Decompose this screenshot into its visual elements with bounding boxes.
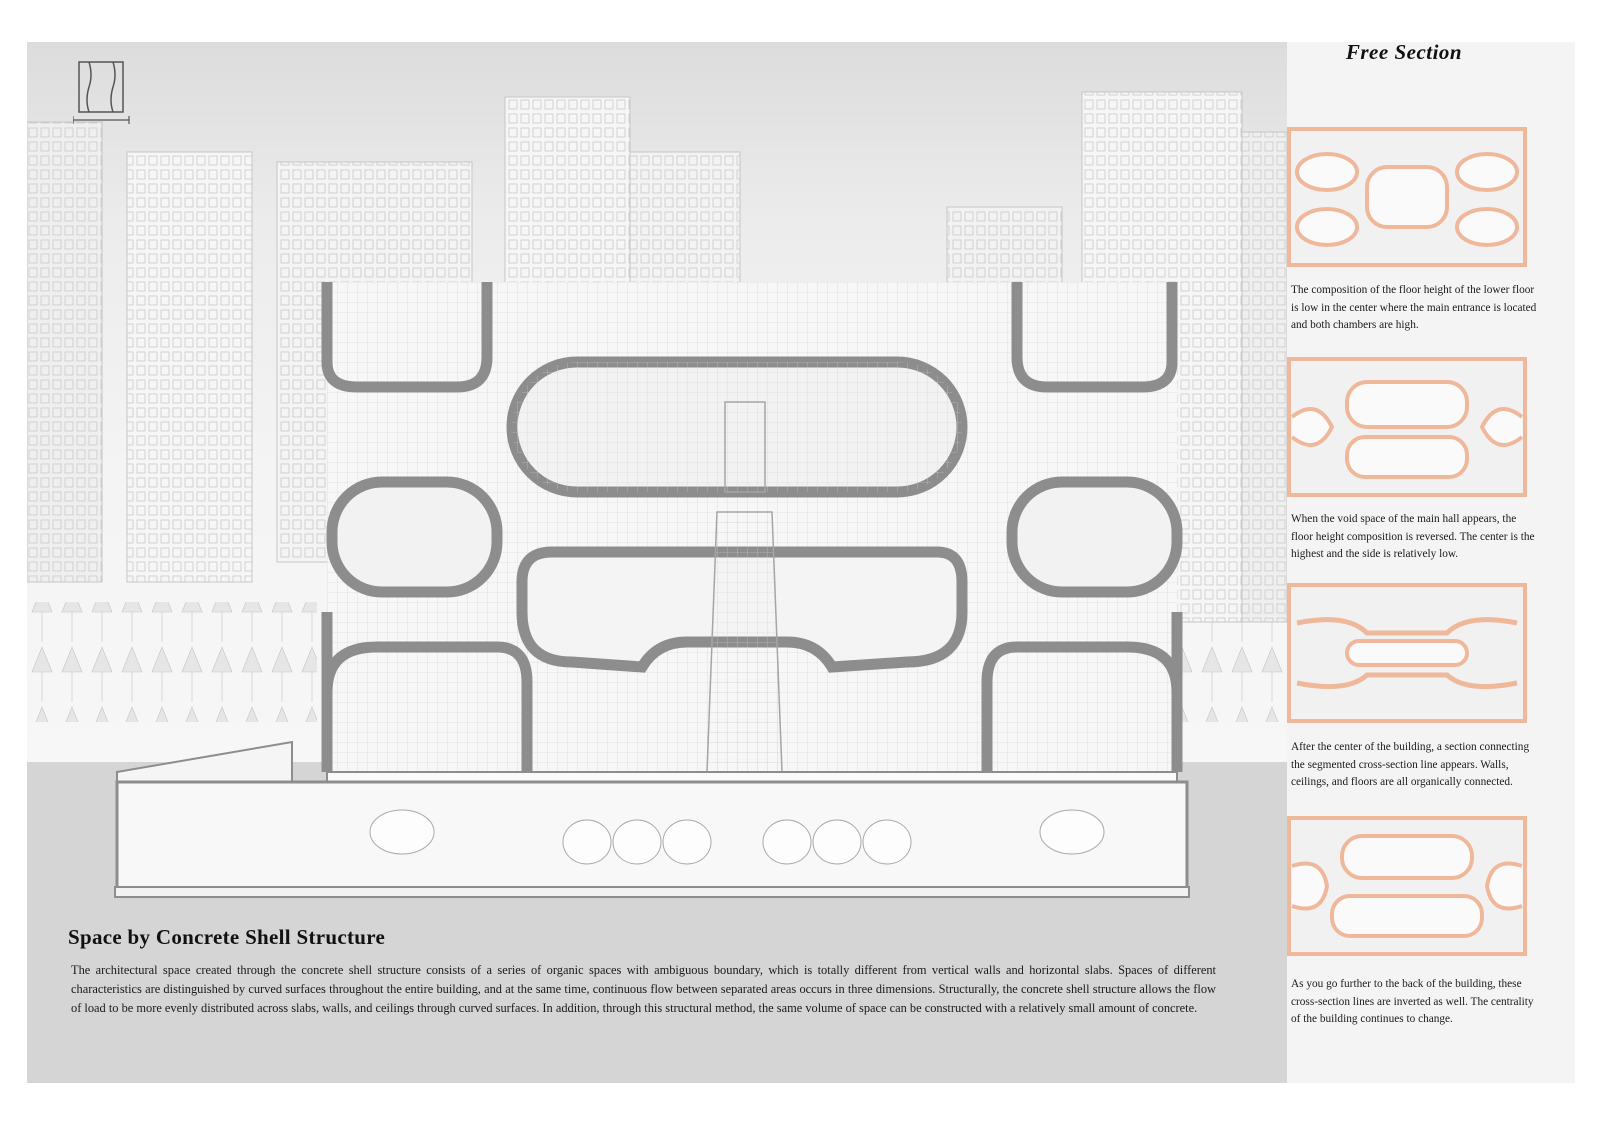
- section-diagram-1: [1287, 127, 1527, 267]
- main-title: Space by Concrete Shell Structure: [68, 925, 386, 949]
- section-caption-2: When the void space of the main hall appears, the floor height composition is reversed. The center is the highest and the side is relatively low.: [1291, 513, 1535, 560]
- section-diagram-2: [1287, 357, 1527, 497]
- tree-row-left: [27, 602, 317, 722]
- main-description: The architectural space created through the concrete shell structure consists of a series of organic spaces with ambiguous boundary, which is totally different from vertical walls and horizontal slabs. Spaces of different characteristics are distinguished by curved surfaces throughout the entire building, and at the same time, continuous flow between separated areas occurs in three dimensions. Structurally, the concrete shell structure allows the flow of load to be more evenly distributed across slabs, walls, and ceilings through curved surfaces. In addition, through this structural method, the same volume of space can be constructed with a relatively small amount of concrete.: [71, 963, 1216, 1015]
- sidebar-title: Free Section: [1345, 40, 1463, 64]
- section-caption-4: As you go further to the back of the building, these cross-section lines are inverted as well. The centrality of the building continues to change.: [1291, 978, 1534, 1025]
- section-caption-1: The composition of the floor height of the lower floor is low in the center where the main entrance is located and both chambers are high.: [1291, 284, 1537, 331]
- basement-parking: [115, 782, 1189, 897]
- tree-row-right: [1177, 622, 1287, 722]
- section-caption-3: After the center of the building, a section connecting the segmented cross-section line appears. Walls, ceilings, and floors are all organically connected.: [1291, 741, 1530, 788]
- section-perspective-drawing: [27, 42, 1287, 942]
- section-diagram-4: [1287, 816, 1527, 956]
- key-plan-icon: [73, 60, 153, 126]
- building-section: [327, 282, 1177, 802]
- section-diagram-3: [1287, 583, 1527, 723]
